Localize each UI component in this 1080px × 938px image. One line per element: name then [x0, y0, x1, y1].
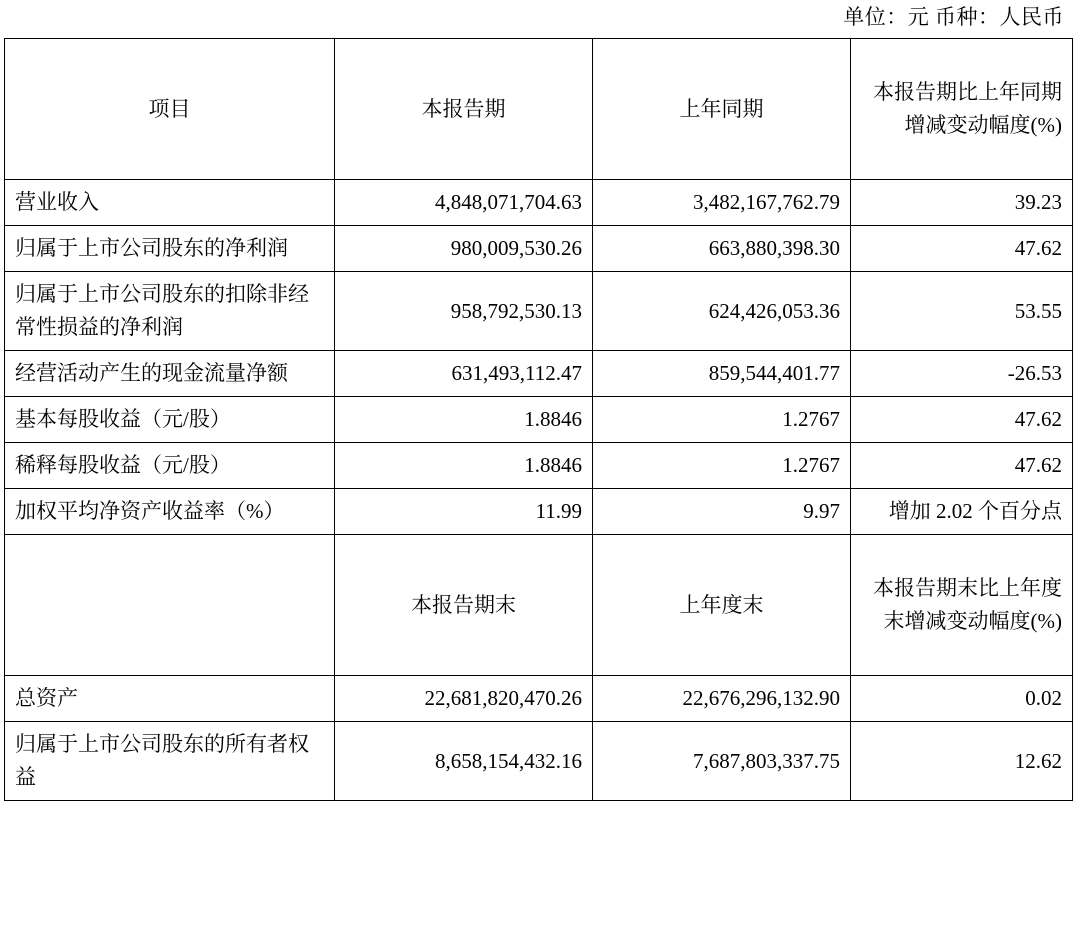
row-change: 47.62 [851, 397, 1073, 443]
row-current: 4,848,071,704.63 [335, 180, 593, 226]
financial-summary-table [4, 38, 1073, 801]
table-row [5, 676, 1073, 722]
row-current: 1.8846 [335, 443, 593, 489]
row-previous: 859,544,401.77 [593, 351, 851, 397]
row-label: 总资产 [5, 676, 335, 722]
table-row [5, 722, 1073, 801]
row-change: 47.62 [851, 443, 1073, 489]
row-label: 基本每股收益（元/股） [5, 397, 335, 443]
row-label: 加权平均净资产收益率（%） [5, 489, 335, 535]
row-label: 营业收入 [5, 180, 335, 226]
row-current: 22,681,820,470.26 [335, 676, 593, 722]
header2-current-period-end: 本报告期末 [335, 535, 593, 676]
row-previous: 3,482,167,762.79 [593, 180, 851, 226]
row-previous: 663,880,398.30 [593, 226, 851, 272]
row-label: 稀释每股收益（元/股） [5, 443, 335, 489]
row-change: 0.02 [851, 676, 1073, 722]
row-previous: 7,687,803,337.75 [593, 722, 851, 801]
header-current-period: 本报告期 [335, 39, 593, 180]
table-row [5, 489, 1073, 535]
row-change: 39.23 [851, 180, 1073, 226]
row-current: 11.99 [335, 489, 593, 535]
row-change: 12.62 [851, 722, 1073, 801]
row-change: 47.62 [851, 226, 1073, 272]
unit-note: 单位：元 币种：人民币 [843, 5, 1064, 29]
header2-last-year-end: 上年度末 [593, 535, 851, 676]
row-current: 8,658,154,432.16 [335, 722, 593, 801]
table-row [5, 351, 1073, 397]
row-previous: 22,676,296,132.90 [593, 676, 851, 722]
row-previous: 624,426,053.36 [593, 272, 851, 351]
row-label: 归属于上市公司股东的净利润 [5, 226, 335, 272]
table-header-row-1 [5, 39, 1073, 180]
table-row [5, 180, 1073, 226]
table-row [5, 443, 1073, 489]
row-current: 631,493,112.47 [335, 351, 593, 397]
row-current: 1.8846 [335, 397, 593, 443]
row-previous: 1.2767 [593, 443, 851, 489]
table-header-row-2 [5, 535, 1073, 676]
table-row [5, 272, 1073, 351]
row-current: 980,009,530.26 [335, 226, 593, 272]
row-previous: 1.2767 [593, 397, 851, 443]
row-label: 归属于上市公司股东的扣除非经常性损益的净利润 [5, 272, 335, 351]
row-label: 经营活动产生的现金流量净额 [5, 351, 335, 397]
row-previous: 9.97 [593, 489, 851, 535]
header2-change-rate: 本报告期末比上年度末增减变动幅度(%) [851, 535, 1073, 676]
header-same-period-last-year: 上年同期 [593, 39, 851, 180]
table-row [5, 226, 1073, 272]
row-current: 958,792,530.13 [335, 272, 593, 351]
header-item: 项目 [5, 39, 335, 180]
header-change-rate: 本报告期比上年同期增减变动幅度(%) [851, 39, 1073, 180]
row-change: 增加 2.02 个百分点 [851, 489, 1073, 535]
table-row [5, 397, 1073, 443]
header2-item [5, 535, 335, 676]
row-label: 归属于上市公司股东的所有者权益 [5, 722, 335, 801]
row-change: -26.53 [851, 351, 1073, 397]
row-change: 53.55 [851, 272, 1073, 351]
